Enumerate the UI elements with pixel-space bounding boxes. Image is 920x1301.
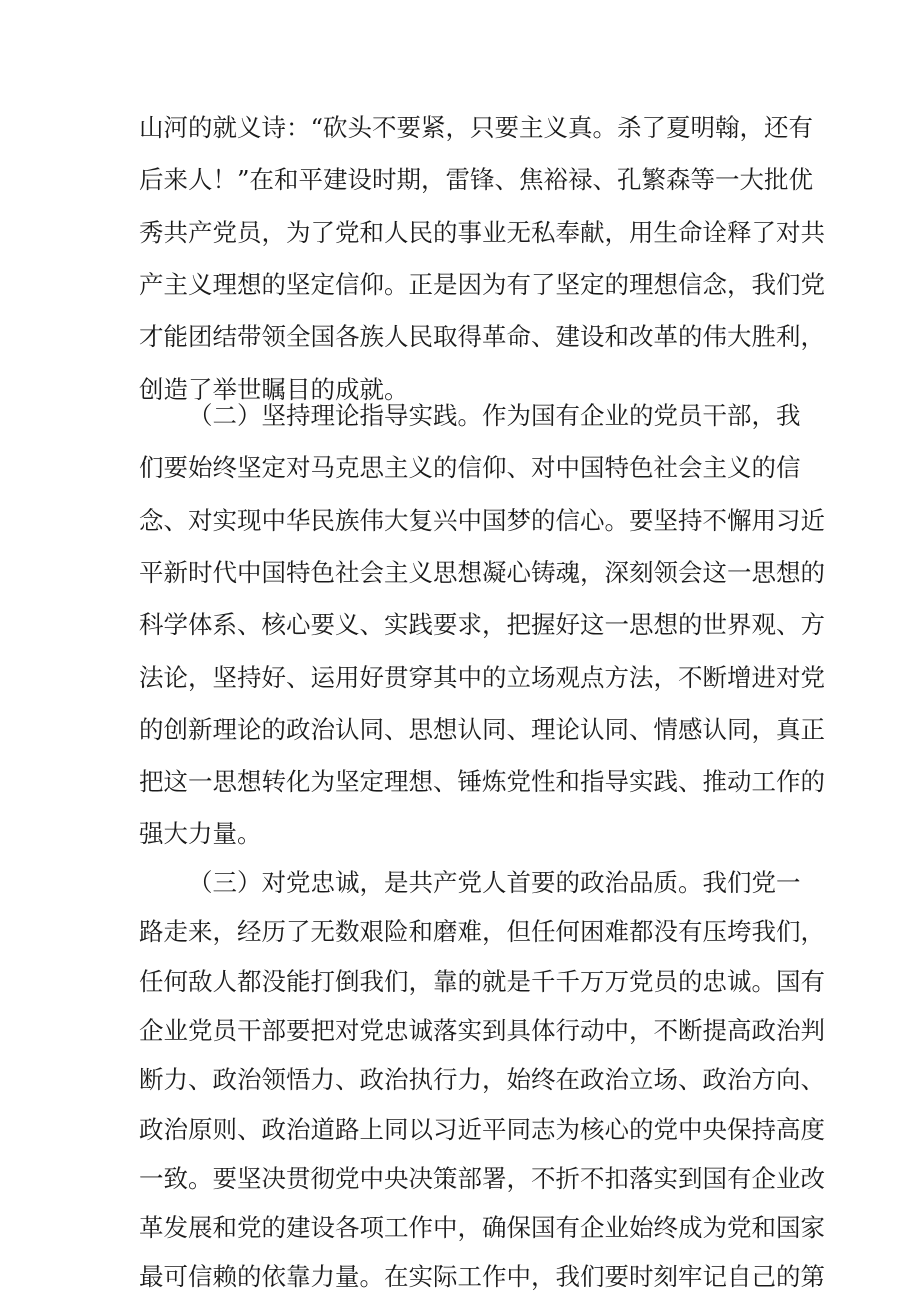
text-line: 企业党员干部要把对党忠诚落实到具体行动中，不断提高政治判 xyxy=(139,1016,825,1045)
text-line: 念、对实现中华民族伟大复兴中国梦的信心。要坚持不懈用习近 xyxy=(139,506,825,535)
text-line: 强大力量。 xyxy=(139,819,262,848)
text-line: 最可信赖的依靠力量。在实际工作中，我们要时刻牢记自己的第 xyxy=(139,1262,825,1291)
text-line-first: （三）对党忠诚，是共产党人首要的政治品质。我们党一 xyxy=(188,868,801,897)
text-line: 产主义理想的坚定信仰。正是因为有了坚定的理想信念，我们党 xyxy=(139,270,825,299)
text-line: 创造了举世瞩目的成就。 xyxy=(139,375,409,404)
text-line: 把这一思想转化为坚定理想、锤炼党性和指导实践、推动工作的 xyxy=(139,767,825,796)
text-line: 秀共产党员，为了党和人民的事业无私奉献，用生命诠释了对共 xyxy=(139,218,825,247)
text-line: 后来人！”在和平建设时期，雷锋、焦裕禄、孔繁森等一大批优 xyxy=(139,165,814,194)
text-line: 们要始终坚定对马克思主义的信仰、对中国特色社会主义的信 xyxy=(139,453,801,482)
text-line: 革发展和党的建设各项工作中，确保国有企业始终成为党和国家 xyxy=(139,1213,825,1242)
text-line: 断力、政治领悟力、政治执行力，始终在政治立场、政治方向、 xyxy=(139,1065,825,1094)
text-line: 一致。要坚决贯彻党中央决策部署，不折不扣落实到国有企业改 xyxy=(139,1164,825,1193)
text-line: 路走来，经历了无数艰险和磨难，但任何困难都没有压垮我们， xyxy=(139,917,825,946)
text-line: 平新时代中国特色社会主义思想凝心铸魂，深刻领会这一思想的 xyxy=(139,558,825,587)
text-line: 科学体系、核心要义、实践要求，把握好这一思想的世界观、方 xyxy=(139,610,825,639)
text-line: 法论，坚持好、运用好贯穿其中的立场观点方法，不断增进对党 xyxy=(139,663,825,692)
text-line: 山河的就义诗：“砍头不要紧，只要主义真。杀了夏明翰，还有 xyxy=(139,113,814,142)
text-line-first: （二）坚持理论指导实践。作为国有企业的党员干部，我 xyxy=(188,401,801,430)
text-line: 的创新理论的政治认同、思想认同、理论认同、情感认同，真正 xyxy=(139,715,825,744)
text-line: 任何敌人都没能打倒我们，靠的就是千千万万党员的忠诚。国有 xyxy=(139,967,825,996)
text-line: 才能团结带领全国各族人民取得革命、建设和改革的伟大胜利， xyxy=(139,322,825,351)
text-line: 政治原则、政治道路上同以习近平同志为核心的党中央保持高度 xyxy=(139,1115,825,1144)
